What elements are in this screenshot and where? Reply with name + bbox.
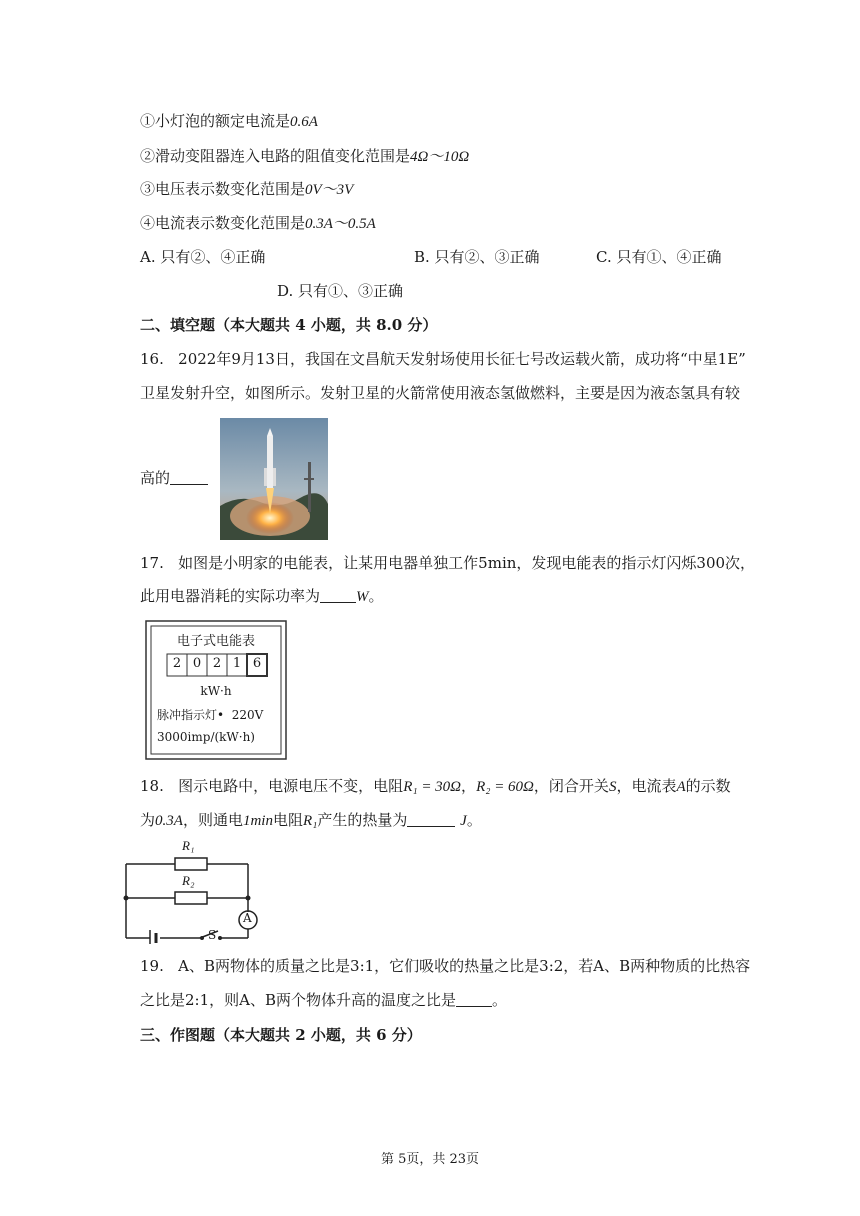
circuit-r1-label: R₁ [182,838,195,853]
q16-line-1: 16. 2022年9月13日，我国在文昌航天发射场使用长征七号改运载火箭，成功将“中星1E” [140,350,746,368]
meter-pulse-line: 脉冲指示灯• 220V [157,708,264,722]
circuit-diagram [120,838,270,944]
meter-digit: 0 [192,656,202,671]
q16-answer-blank[interactable] [170,470,208,485]
q16-line-3: 高的 [140,467,208,489]
q16-line-2: 卫星发射升空，如图所示。发射卫星的火箭常使用液态氢做燃料，主要是因为液态氢具有较 [140,384,741,402]
meter-title: 电子式电能表 [176,634,255,649]
rocket-launch-photo [220,418,328,540]
meter-unit: kW·h [200,684,232,698]
q15-statement-3: ③电压表示数变化范围是0V～3V [140,180,354,198]
q19-answer-blank[interactable] [456,992,492,1007]
meter-digit: 2 [212,656,222,671]
meter-constant: 3000imp/(kW·h) [157,730,255,744]
section-2-title: 二、填空题（本大题共 4 小题，共 8.0 分） [140,316,438,334]
q18-line-2: 为0.3A，则通电1min电阻R₁产生的热量为 J。 [140,811,482,829]
q15-option-a: A. 只有②、④正确 [140,248,266,266]
meter-digit: 1 [232,656,242,671]
q15-statement-4: ④电流表示数变化范围是0.3A～0.5A [140,214,376,232]
page-footer: 第 5页，共 23页 [380,1152,480,1167]
electric-meter-diagram [145,620,287,760]
q17-line-1: 17. 如图是小明家的电能表，让某用电器单独工作5min，发现电能表的指示灯闪烁300次， [140,554,756,572]
q15-statement-2: ②滑动变阻器连入电路的阻值变化范围是4Ω～10Ω [140,147,470,165]
q15-option-c: C. 只有①、④正确 [596,248,722,266]
meter-digit: 6 [252,656,262,671]
circuit-r2-label: R₂ [182,873,195,888]
meter-digit: 2 [172,656,182,671]
q18-line-1: 18. 图示电路中，电源电压不变，电阻R₁ = 30Ω，R₂ = 60Ω，闭合开关S，电流表A的示数 [140,777,731,795]
q15-option-d: D. 只有①、③正确 [277,282,404,300]
circuit-ammeter-label: A [243,911,252,925]
q19-line-2: 之比是2:1，则A、B两个物体升高的温度之比是 。 [140,991,508,1009]
q17-answer-blank[interactable] [320,588,356,603]
q15-option-b: B. 只有②、③正确 [414,248,540,266]
q17-line-2: 此用电器消耗的实际功率为 W。 [140,587,384,605]
circuit-switch-label: S [208,928,217,942]
q19-line-1: 19. A、B两物体的质量之比是3:1，它们吸收的热量之比是3:2，若A、B两种物质的比热容 [140,957,751,975]
q18-answer-blank[interactable] [407,812,455,827]
section-3-title: 三、作图题（本大题共 2 小题，共 6 分） [140,1026,422,1044]
q15-statement-1: ①小灯泡的额定电流是0.6A [140,112,318,130]
